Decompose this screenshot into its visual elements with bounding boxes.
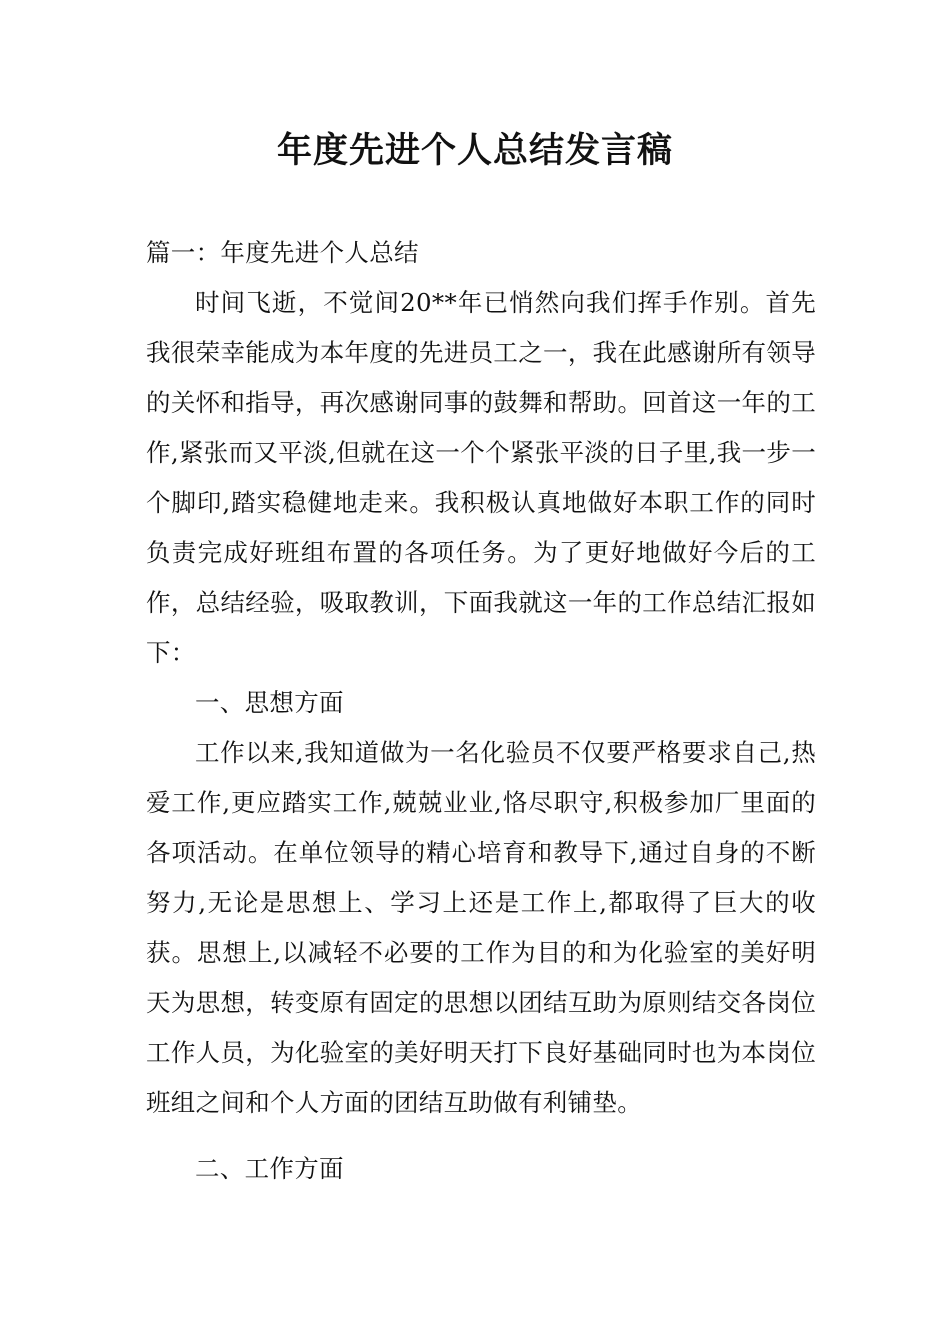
intro-paragraph: 时间飞逝，不觉间20**年已悄然向我们挥手作别。首先我很荣幸能成为本年度的先进员工之一，我在此感谢所有领导的关怀和指导，再次感谢同事的鼓舞和帮助。回首这一年的工作,紧张而又平淡,但就在这一个个紧张平淡的日子里,我一步一个脚印,踏实稳健地走来。我积极认真地做好本职工作的同时负责完成好班组布置的各项任务。为了更好地做好今后的工作，总结经验，吸取教训，下面我就这一年的工作总结汇报如下： <box>146 288 816 667</box>
subheading-work: 二、工作方面 <box>195 1154 344 1183</box>
subheading-thought: 一、思想方面 <box>195 688 344 717</box>
document-title: 年度先进个人总结发言稿 <box>276 131 673 171</box>
section-heading: 篇一：年度先进个人总结 <box>146 238 419 267</box>
document-body <box>146 228 816 1194</box>
paragraph-thought: 工作以来,我知道做为一名化验员不仅要严格要求自己,热爱工作,更应踏实工作,兢兢业业,恪尽职守,积极参加厂里面的各项活动。在单位领导的精心培育和教导下,通过自身的不断努力,无论是思想上、学习上还是工作上,都取得了巨大的收获。思想上,以减轻不必要的工作为目的和为化验室的美好明天为思想，转变原有固定的思想以团结互助为原则结交各岗位工作人员，为化验室的美好明天打下良好基础同时也为本岗位班组之间和个人方面的团结互助做有利铺垫。 <box>146 738 816 1117</box>
